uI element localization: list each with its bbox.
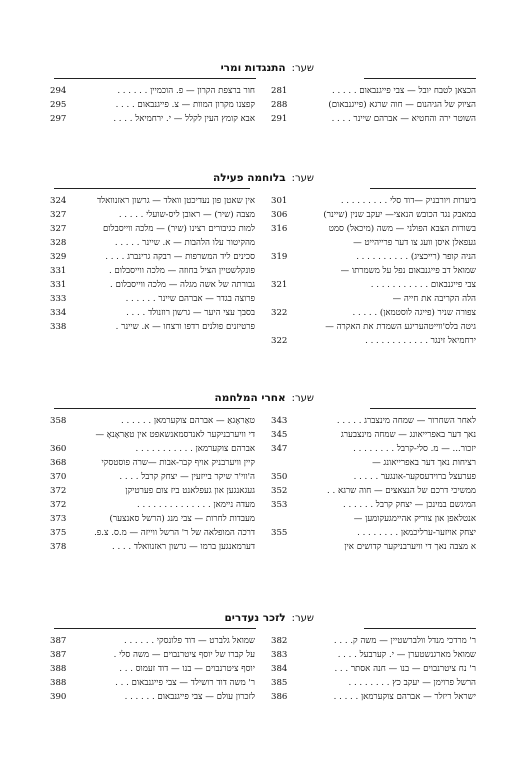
- entry-page: 387: [50, 650, 67, 660]
- toc-entry[interactable]: [50, 236, 255, 250]
- entry-title: געגאנגען און געפלאנט ביז צום פערטיקן: [125, 486, 255, 496]
- toc-entry[interactable]: [271, 470, 476, 484]
- entry-page: 333: [50, 294, 67, 304]
- entry-title: הרשל פרוימן — יעקב כץ . . . . . . . .: [348, 678, 476, 688]
- entry-title: הציוק של הגיהנום — חוה שרגא (פייגנבאום): [328, 100, 476, 110]
- entry-title: גבורתה של אשה מגלה — מלכה ווייסבלום .: [110, 280, 255, 290]
- entry-page: 372: [50, 486, 67, 496]
- toc-entry[interactable]: [271, 278, 476, 292]
- toc-entry[interactable]: [50, 194, 255, 208]
- toc-entry[interactable]: [50, 690, 255, 704]
- toc-entry[interactable]: [271, 634, 476, 648]
- toc-entry[interactable]: [50, 428, 255, 442]
- entry-page: 375: [50, 528, 67, 538]
- section-rule: [54, 188, 250, 189]
- entry-page: 388: [50, 664, 67, 674]
- entry-title: מהקיטור עלו הלהבות — א. שיינר . . . . .: [114, 238, 255, 248]
- section-resistance: [0, 62, 528, 152]
- section-header: [215, 392, 314, 404]
- entry-page: 390: [50, 692, 67, 702]
- toc-entry[interactable]: [50, 208, 255, 222]
- entry-page: 358: [50, 416, 67, 426]
- entry-page: 345: [271, 430, 288, 440]
- toc-entry[interactable]: [271, 84, 476, 98]
- section-label: שער:: [291, 393, 314, 404]
- entry-page: 316: [271, 224, 288, 234]
- entry-page: 386: [271, 692, 288, 702]
- entry-page: 322: [271, 336, 288, 346]
- entry-title: אנטלאפן און צוריק אהיימגעקומען —: [353, 514, 476, 524]
- entry-page: 370: [50, 472, 67, 482]
- entry-page: 372: [50, 500, 67, 510]
- entry-title: ר' מרדכי מנדל וולברשטיין — משה ק. . . .: [333, 636, 476, 646]
- entry-title: למות כגיבורים רצינו (שיר) — מלכה ווייסבלום: [102, 224, 255, 234]
- entry-title: פרוצה בגדר — אברהם שיינר . . . . . .: [125, 294, 255, 304]
- toc-entry[interactable]: [271, 264, 476, 278]
- entry-title: לאחר השחרור — שמחה מינצברג . . . . .: [336, 416, 476, 426]
- entry-title: לזכרון עולם — צבי פייגנבאום . . . . . .: [124, 692, 255, 702]
- entry-title: פרטיזנים פולנים רדפו ורצחו — א. שיינר .: [115, 322, 255, 332]
- entry-page: 353: [271, 500, 288, 510]
- entry-title: בסבך עצי היער — גרשון רוזנולד . . . .: [126, 308, 255, 318]
- toc-entry[interactable]: [271, 484, 476, 498]
- entry-title: מעדה ניימאן . . . . . . . . . . . . . .: [137, 500, 255, 510]
- section-rule: [364, 628, 476, 629]
- entry-title: יזכור... — מ. סלי-קרבל . . . . . . . .: [353, 444, 476, 454]
- entry-title: פונקלשטיין הציל בחוזה — מלכה ווייסבלום .: [108, 266, 255, 276]
- toc-column-right: [271, 84, 476, 126]
- toc-entry[interactable]: [271, 98, 476, 112]
- toc-entry[interactable]: [50, 498, 255, 512]
- entry-page: 306: [271, 210, 288, 220]
- entry-page: 321: [271, 280, 288, 290]
- toc-entry[interactable]: [271, 690, 476, 704]
- entry-page: 327: [50, 224, 67, 234]
- section-title: בלוחמה פעילה: [213, 172, 286, 184]
- section-rule: [370, 408, 476, 409]
- section-title: התנגדות ומרי: [220, 62, 286, 74]
- entry-page: 384: [271, 664, 288, 674]
- toc-entry[interactable]: [50, 278, 255, 292]
- entry-page: 331: [50, 266, 67, 276]
- entry-title: נאך דער באפרייאונג — שמחה מינצבערג: [340, 430, 476, 440]
- section-rule: [364, 78, 476, 79]
- entry-title: המיגשם במינכן — יצחק קרבל . . . . . .: [343, 500, 476, 510]
- toc-entry[interactable]: [50, 470, 255, 484]
- entry-title: צבי פייגנבאום . . . . . . . . . . .: [370, 280, 476, 290]
- toc-entry[interactable]: [271, 414, 476, 428]
- section-header: [221, 62, 314, 74]
- toc-entry[interactable]: [271, 512, 476, 526]
- toc-entry[interactable]: [50, 222, 255, 236]
- entry-title: השוטר ירה והחטיא — אברהם שיינר . . . .: [331, 114, 476, 124]
- entry-title: די וויערבניקער לאנדסמאנשאפט אין טאַראָנאָ —: [95, 430, 255, 440]
- toc-entry[interactable]: [271, 428, 476, 442]
- toc-column-right: [271, 194, 476, 348]
- toc-entry[interactable]: [271, 320, 476, 334]
- entry-title: קפצנו מקרון המוות — צ. פייגנבאום . . . .: [115, 100, 255, 110]
- section-title: לזכר נעדרים: [224, 612, 286, 624]
- entry-title: שמואל דב פייגנבאום נפל על משמרתו —: [340, 266, 476, 276]
- section-label: שער:: [291, 173, 314, 184]
- entry-title: א מצבה נאך די וויערבניקער קדושים אין: [344, 542, 476, 552]
- toc-entry[interactable]: [50, 442, 255, 456]
- toc-entry[interactable]: [50, 540, 255, 554]
- entry-page: 301: [271, 196, 288, 206]
- toc-entry[interactable]: [50, 414, 255, 428]
- section-rule: [54, 408, 250, 409]
- toc-entry[interactable]: [50, 98, 255, 112]
- entry-title: סכינים ליד המשרפות — רבקה גרינברג . . . .: [105, 252, 255, 262]
- entry-page: 347: [271, 444, 288, 454]
- toc-entry[interactable]: [50, 84, 255, 98]
- entry-title: בשורות הצבא הפולני — משה (מיכאל) סמט: [328, 224, 476, 234]
- entry-page: 352: [271, 486, 288, 496]
- entry-page: 288: [271, 100, 288, 110]
- toc-entry[interactable]: [271, 648, 476, 662]
- toc-entry[interactable]: [50, 320, 255, 334]
- entry-title: אבא קומץ העין לקלל — י. ירחמיאל . . . .: [113, 114, 255, 124]
- entry-page: 294: [50, 86, 67, 96]
- entry-page: 368: [50, 458, 67, 468]
- toc-entry[interactable]: [50, 112, 255, 126]
- entry-page: 383: [271, 650, 288, 660]
- section-active-fighting: [0, 172, 528, 362]
- section-label: שער:: [291, 613, 314, 624]
- entry-title: יצחק אויזער-ערליכמאן . . . . . . . .: [357, 528, 476, 538]
- entry-title: מצבה (שיר) — ראובן ליס-שועלי . . . . .: [118, 210, 255, 220]
- entry-title: ה'ווי'ר שיקר בייזעין — יצחק קרבל . . . .: [119, 472, 255, 482]
- entry-page: 331: [50, 280, 67, 290]
- toc-entry[interactable]: [271, 526, 476, 540]
- toc-entry[interactable]: [50, 526, 255, 540]
- entry-title: אין שאטן פון נעדיכטן וואלד — גרשון ראזנוואלד: [97, 196, 255, 206]
- entry-page: 382: [271, 636, 288, 646]
- section-in-memory: [0, 612, 528, 722]
- entry-title: ר' משה דוד רושילד — צבי פייגנבאום . . .: [115, 678, 255, 688]
- entry-page: 281: [271, 86, 288, 96]
- entry-title: שמואל מארגנשטערן — י. קערבעל . . . .: [337, 650, 476, 660]
- entry-title: יוסף ציטרנבוים — בנו — דוד זעמוס . . .: [119, 664, 255, 674]
- entry-title: חור ברצפת הקרון — פ. הוכמיין . . . . . .: [117, 86, 255, 96]
- section-rule: [54, 628, 256, 629]
- entry-page: 388: [50, 678, 67, 688]
- entry-title: ממשיכי דרכם של הנצאצים — חוה שרגא . .: [327, 486, 476, 496]
- entry-page: 327: [50, 210, 67, 220]
- toc-column-left: [50, 84, 255, 126]
- toc-entry[interactable]: [271, 194, 476, 208]
- toc-column-left: [50, 414, 255, 554]
- section-header: [225, 612, 315, 624]
- toc-entry[interactable]: [50, 250, 255, 264]
- toc-entry[interactable]: [271, 456, 476, 470]
- toc-entry[interactable]: [271, 236, 476, 250]
- entry-title: על קברו של יוסף ציטרנבוים — משה סלי .: [113, 650, 255, 660]
- entry-title: במאבק נגד הכובש הנאצי— יעקב שנין (שיינר): [323, 210, 476, 220]
- toc-column-right: [271, 414, 476, 554]
- toc-entry[interactable]: [271, 662, 476, 676]
- entry-title: פערעצל ברוידעסקער-אונגער . . . . .: [353, 472, 476, 482]
- toc-entry[interactable]: [271, 498, 476, 512]
- toc-entry[interactable]: [50, 676, 255, 690]
- toc-entry[interactable]: [271, 292, 476, 306]
- toc-entry[interactable]: [50, 662, 255, 676]
- toc-column-left: [50, 634, 255, 704]
- toc-entry[interactable]: [50, 292, 255, 306]
- toc-column-left: [50, 194, 255, 334]
- entry-page: 373: [50, 514, 67, 524]
- entry-page: 328: [50, 238, 67, 248]
- entry-page: 343: [271, 416, 288, 426]
- entry-title: ר' נח ציטרנבוים — בנו — חנה אסתר . . .: [334, 664, 476, 674]
- entry-title: הניה קופר (רייכציג) . . . . . . . . . .: [356, 252, 476, 262]
- entry-page: 387: [50, 636, 67, 646]
- entry-title: מעבדות לחרות — צבי מנג (הרשל סאנצער): [109, 514, 255, 524]
- toc-entry[interactable]: [271, 442, 476, 456]
- toc-entry[interactable]: [271, 250, 476, 264]
- entry-page: 378: [50, 542, 67, 552]
- toc-entry[interactable]: [271, 334, 476, 348]
- section-after-war: [0, 392, 528, 572]
- entry-page: 291: [271, 114, 288, 124]
- entry-title: צפורה שניר (פייגה לוסטמאן) . . . . .: [352, 308, 476, 318]
- toc-entry[interactable]: [50, 634, 255, 648]
- entry-title: הלה הקריבה את חייה —: [392, 294, 476, 304]
- toc-entry[interactable]: [50, 456, 255, 470]
- entry-title: גיטה בלס'ווייטהעריגע השמדת את האקרה —: [325, 322, 476, 332]
- toc-entry[interactable]: [50, 484, 255, 498]
- toc-entry[interactable]: [271, 306, 476, 320]
- section-rule: [370, 188, 476, 189]
- toc-entry[interactable]: [50, 264, 255, 278]
- toc-entry[interactable]: [271, 540, 476, 554]
- entry-title: טאַראָגאַ — אברהם צוקערמאן . . . . . .: [121, 416, 255, 426]
- entry-page: 360: [50, 444, 67, 454]
- entry-page: 350: [271, 472, 288, 482]
- entry-title: ביערות ויורבניק —דוד סלי . . . . . . . . .: [340, 196, 476, 206]
- entry-page: 355: [271, 528, 288, 538]
- entry-title: דערמאנגען ברמו — גרשון ראזנוואלד . . . .: [112, 542, 255, 552]
- toc-entry[interactable]: [271, 222, 476, 236]
- entry-title: דרכה המופלאה של ר' הרשל ווייזה — מ.ס. צ.פ.: [94, 528, 255, 538]
- toc-entry[interactable]: [50, 648, 255, 662]
- toc-entry[interactable]: [50, 512, 255, 526]
- toc-column-right: [271, 634, 476, 704]
- entry-title: ירחמיאל זינגר . . . . . . . . . . . .: [365, 336, 476, 346]
- entry-title: הכצאן לטבח יובל — צבי פייגנבאום . . . . .: [331, 86, 476, 96]
- section-title: אחרי המלחמה: [214, 392, 286, 404]
- entry-page: 319: [271, 252, 288, 262]
- section-header: [213, 172, 314, 184]
- entry-page: 329: [50, 252, 67, 262]
- entry-title: געפאלן איסן וועג צו דער פרייהייט —: [353, 238, 476, 248]
- entry-page: 295: [50, 100, 67, 110]
- entry-page: 338: [50, 322, 67, 332]
- toc-entry[interactable]: [271, 208, 476, 222]
- entry-page: 297: [50, 114, 67, 124]
- toc-entry[interactable]: [271, 676, 476, 690]
- entry-title: ישראל ריזלר — אברהם צוקערמאן . . . . .: [333, 692, 476, 702]
- section-label: שער:: [291, 63, 314, 74]
- entry-page: 322: [271, 308, 288, 318]
- toc-entry[interactable]: [271, 112, 476, 126]
- entry-page: 334: [50, 308, 67, 318]
- entry-title: אברהם צוקערמאן . . . . . . . . . . .: [135, 444, 255, 454]
- entry-title: רציחות נאך דער באפרייאונג —: [372, 458, 476, 468]
- entry-page: 385: [271, 678, 288, 688]
- entry-title: קיין וויערבניק אויף קבר-אבות —שרה פוסטסקי: [101, 458, 255, 468]
- entry-title: שמואל גלברט — דוד פלונסקי . . . . . .: [124, 636, 255, 646]
- section-rule: [54, 78, 256, 79]
- entry-page: 324: [50, 196, 67, 206]
- toc-entry[interactable]: [50, 306, 255, 320]
